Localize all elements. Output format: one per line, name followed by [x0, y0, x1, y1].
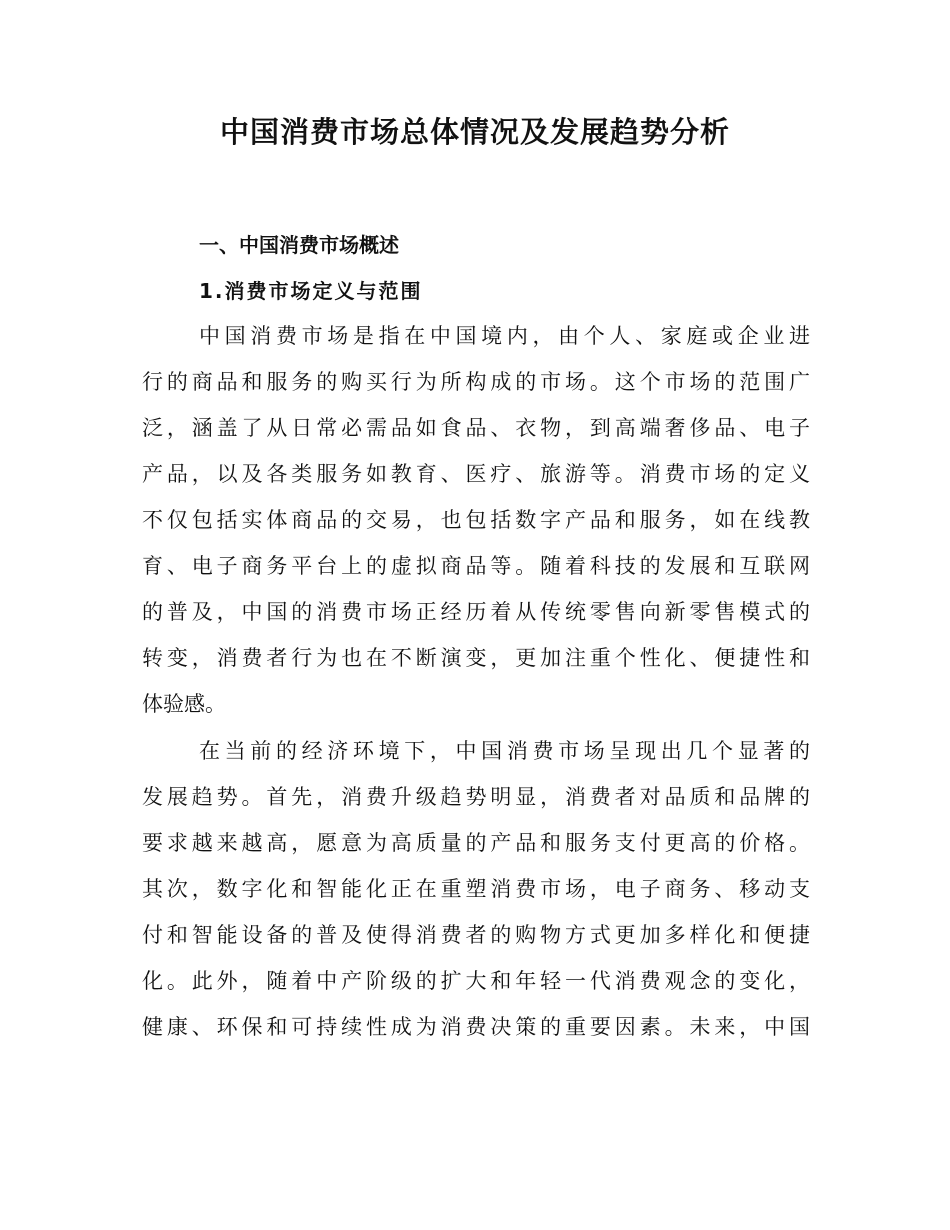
paragraph-line: 不仅包括实体商品的交易，也包括数字产品和服务，如在线教 [142, 508, 810, 532]
paragraph-line: 健康、环保和可持续性成为消费决策的重要因素。未来，中国 [142, 1015, 810, 1039]
document-title: 中国消费市场总体情况及发展趋势分析 [219, 115, 730, 149]
paragraph-line: 行的商品和服务的购买行为所构成的市场。这个市场的范围广 [142, 370, 810, 394]
paragraph-line: 体验感。 [142, 692, 226, 716]
paragraph-line: 发展趋势。首先，消费升级趋势明显，消费者对品质和品牌的 [142, 785, 810, 809]
paragraph-line: 化。此外，随着中产阶级的扩大和年轻一代消费观念的变化， [142, 969, 810, 993]
paragraph-line: 要求越来越高，愿意为高质量的产品和服务支付更高的价格。 [142, 831, 810, 855]
paragraph-line: 其次，数字化和智能化正在重塑消费市场，电子商务、移动支 [142, 877, 810, 901]
section-heading: 一、中国消费市场概述 [199, 233, 399, 257]
sub-heading: 1.消费市场定义与范围 [199, 279, 423, 303]
body-paragraph [142, 728, 810, 1050]
paragraph-line: 泛，涵盖了从日常必需品如食品、衣物，到高端奢侈品、电子 [142, 416, 810, 440]
paragraph-line: 育、电子商务平台上的虚拟商品等。随着科技的发展和互联网 [142, 554, 810, 578]
paragraph-line: 转变，消费者行为也在不断演变，更加注重个性化、便捷性和 [142, 646, 810, 670]
paragraph-line: 在当前的经济环境下，中国消费市场呈现出几个显著的 [199, 739, 810, 763]
paragraph-line: 中国消费市场是指在中国境内，由个人、家庭或企业进 [199, 324, 810, 348]
paragraph-line: 付和智能设备的普及使得消费者的购物方式更加多样化和便捷 [142, 923, 810, 947]
paragraph-line: 的普及，中国的消费市场正经历着从传统零售向新零售模式的 [142, 600, 810, 624]
paragraph-line: 产品，以及各类服务如教育、医疗、旅游等。消费市场的定义 [142, 462, 810, 486]
body-paragraph [142, 313, 810, 727]
